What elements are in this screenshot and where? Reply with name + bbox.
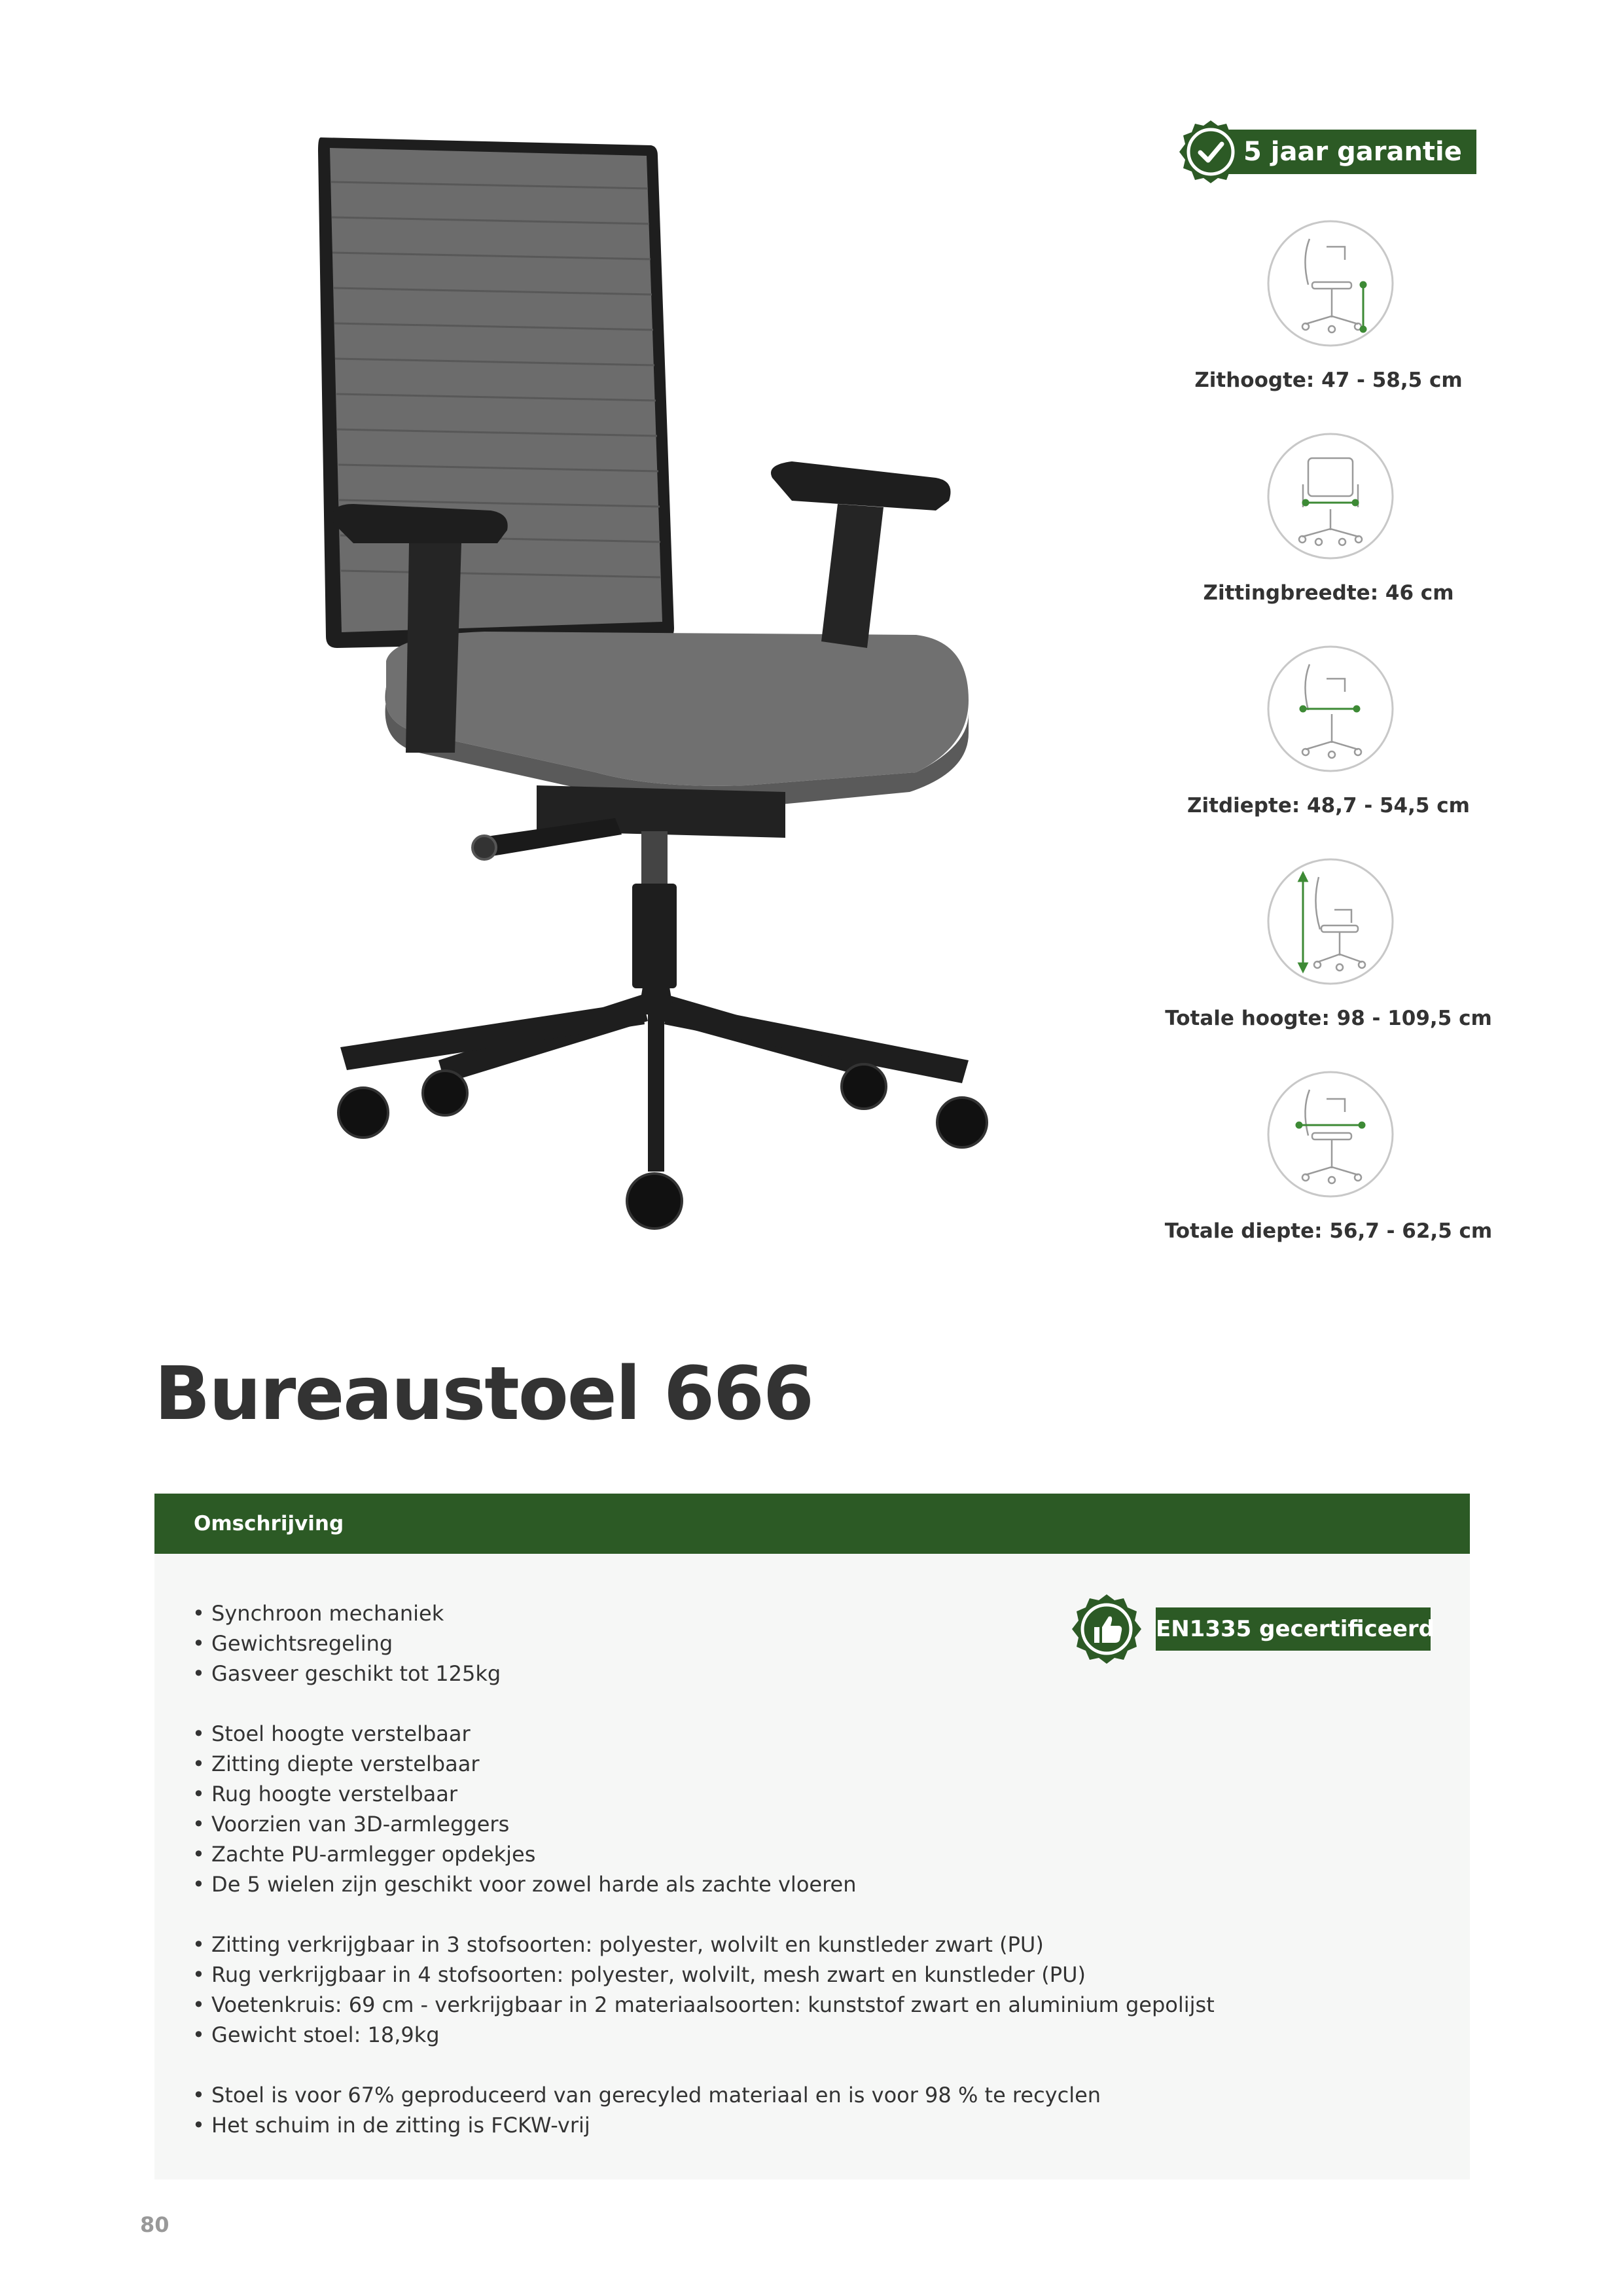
list-item: • Zachte PU-armlegger opdekjes — [192, 1842, 536, 1867]
warranty-badge — [1178, 119, 1479, 185]
product-title: Bureaustoel 666 — [154, 1352, 813, 1437]
seat-height-icon — [1266, 219, 1395, 348]
feature-list-adjustments — [192, 1719, 857, 1899]
list-item: • Gasveer geschikt tot 125kg — [192, 1661, 501, 1686]
feature-list-mechanism — [192, 1598, 501, 1689]
total-depth-icon — [1266, 1070, 1395, 1198]
total-height-icon — [1266, 857, 1395, 986]
thumbs-up-seal-icon — [1071, 1593, 1143, 1665]
description-header-label: Omschrijving — [194, 1512, 344, 1535]
list-item: • Gewichtsregeling — [192, 1631, 393, 1656]
list-item: • Voetenkruis: 69 cm - verkrijgbaar in 2 materiaalsoorten: kunststof zwart en aluminium gepolijst — [192, 1992, 1215, 2017]
feature-list-materials — [192, 1929, 1215, 2050]
page-number: 80 — [140, 2212, 169, 2237]
warranty-label: 5 jaar garantie — [1211, 130, 1476, 174]
list-item: • Synchroon mechaniek — [192, 1601, 444, 1626]
list-item: • Stoel is voor 67% geproduceerd van gerecyled materiaal en is voor 98 % te recyclen — [192, 2083, 1101, 2108]
certification-label: EN1335 gecertificeerd — [1156, 1607, 1431, 1651]
list-item: • Het schuim in de zitting is FCKW-vrij — [192, 2113, 590, 2138]
list-item: • Zitting verkrijgbaar in 3 stofsoorten: polyester, wolvilt en kunstleder zwart (PU) — [192, 1932, 1044, 1957]
product-image-office-chair — [288, 124, 995, 1250]
feature-list-sustainability — [192, 2080, 1101, 2140]
check-seal-icon — [1178, 119, 1243, 185]
list-item: • Stoel hoogte verstelbaar — [192, 1721, 471, 1746]
seat-width-icon — [1266, 432, 1395, 560]
list-item: • Rug verkrijgbaar in 4 stofsoorten: polyester, wolvilt, mesh zwart en kunstleder (PU) — [192, 1962, 1086, 1987]
certification-badge — [1071, 1593, 1437, 1665]
description-header — [154, 1494, 1470, 1554]
list-item: • Zitting diepte verstelbaar — [192, 1751, 480, 1776]
list-item: • Voorzien van 3D-armleggers — [192, 1812, 510, 1837]
description-panel — [154, 1554, 1470, 2179]
list-item: • De 5 wielen zijn geschikt voor zowel harde als zachte vloeren — [192, 1872, 857, 1897]
seat-depth-icon — [1266, 645, 1395, 773]
dimension-label: Totale diepte: 56,7 - 62,5 cm — [1164, 1219, 1493, 1243]
dimension-label: Totale hoogte: 98 - 109,5 cm — [1165, 1007, 1492, 1030]
list-item: • Gewicht stoel: 18,9kg — [192, 2022, 440, 2047]
dimension-label: Zithoogte: 47 - 58,5 cm — [1194, 368, 1463, 392]
list-item: • Rug hoogte verstelbaar — [192, 1782, 458, 1806]
dimension-label: Zitdiepte: 48,7 - 54,5 cm — [1187, 794, 1470, 817]
dimension-label: Zittingbreedte: 46 cm — [1203, 581, 1454, 605]
